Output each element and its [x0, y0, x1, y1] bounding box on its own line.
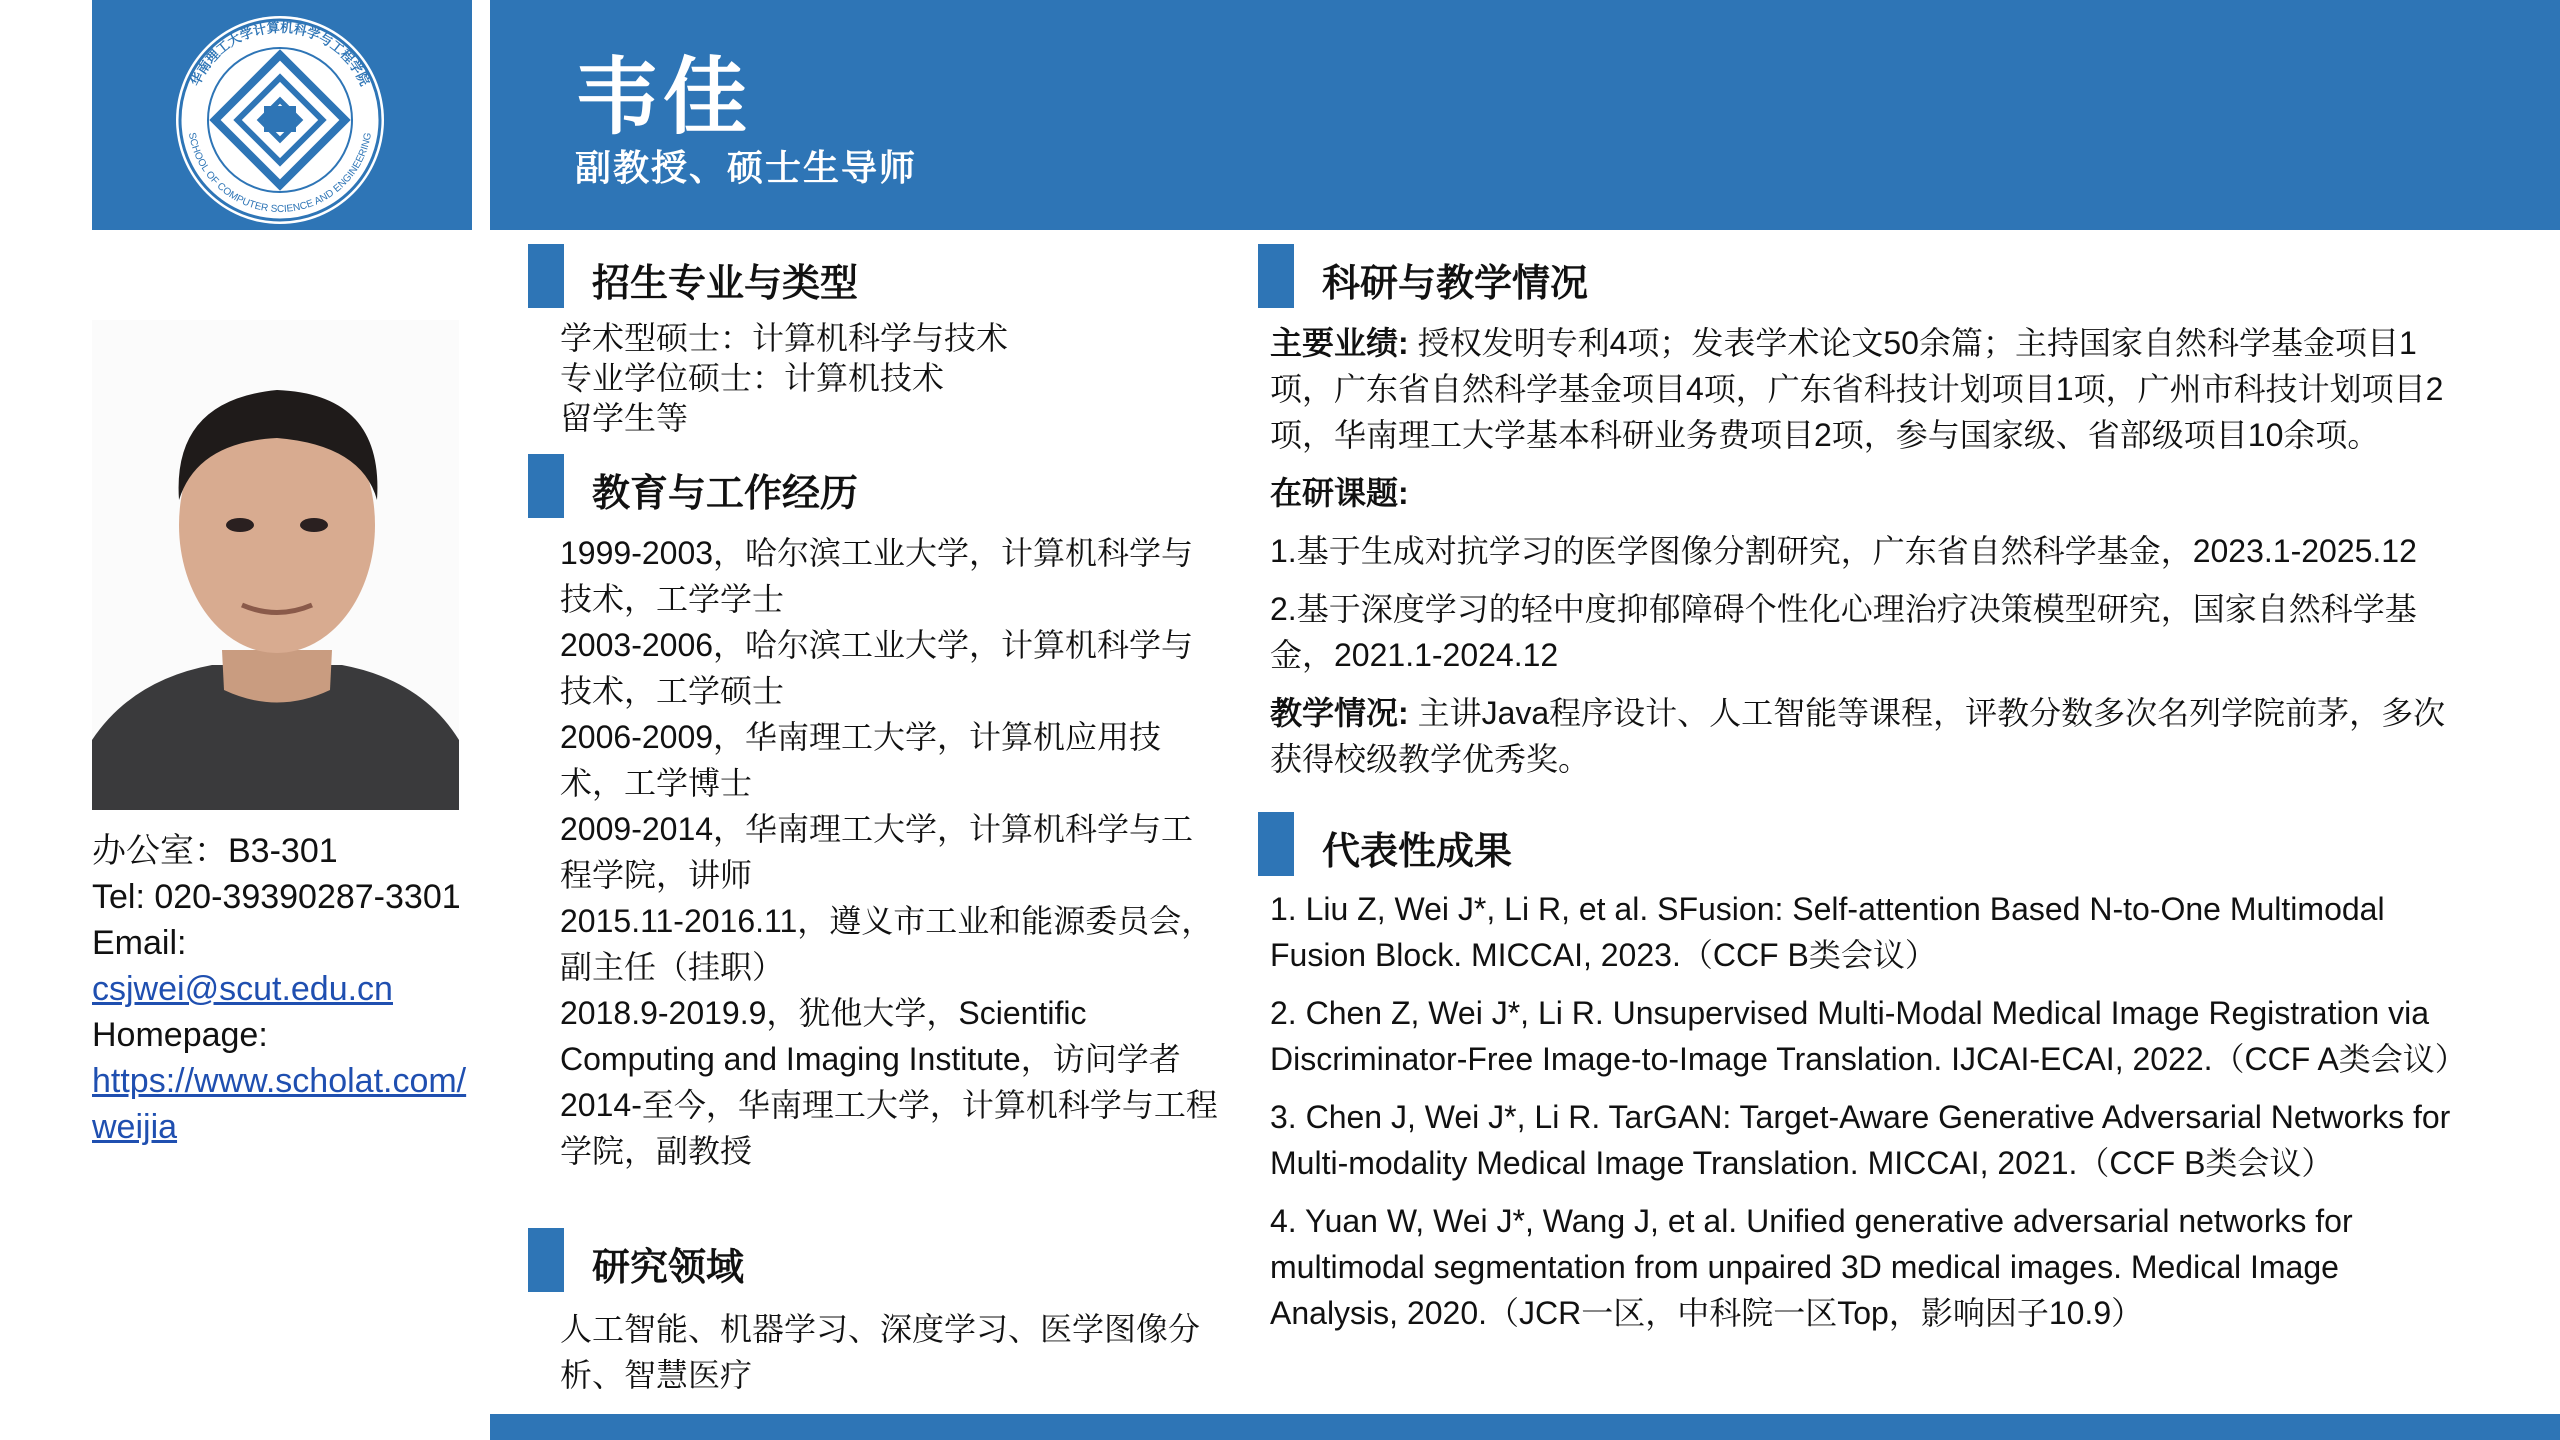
achievement-item: 1. Liu Z, Wei J*, Li R, et al. SFusion: Self-attention Based N-to-One Multimodal Fusion Block. MICCAI, 2023.（CCF B类会议）	[1270, 891, 2385, 973]
education-item: 1999-2003，哈尔滨工业大学，计算机科学与技术，工学学士	[560, 535, 1194, 617]
education-item: 2003-2006，哈尔滨工业大学，计算机科学与技术，工学硕士	[560, 627, 1194, 709]
main-achievements	[1270, 320, 2470, 458]
enrollment-item: 专业学位硕士：计算机技术	[560, 360, 945, 396]
education-item: 2009-2014，华南理工大学，计算机科学与工程学院，讲师	[560, 811, 1194, 893]
email-label: Email:	[92, 924, 187, 962]
main-achievements-text: 授权发明专利4项；发表学术论文50余篇；主持国家自然科学基金项目1项，广东省自然科学基金项目4项，广东省科技计划项目1项，广州市科技计划项目2项，华南理工大学基本科研业务费项目2项，参与国家级、省部级项目10余项。	[1270, 325, 2444, 453]
email-line	[92, 920, 492, 1012]
education-item: 2018.9-2019.9，犹他大学，Scientific Computing and Imaging Institute，访问学者	[560, 995, 1181, 1077]
ongoing-item: 2.基于深度学习的轻中度抑郁障碍个性化心理治疗决策模型研究，国家自然科学基金，2021.1-2024.12	[1270, 591, 2417, 673]
contact-info	[92, 828, 492, 1150]
person-title: 副教授、硕士生导师	[575, 147, 918, 188]
teaching-info	[1270, 690, 2470, 782]
homepage-label: Homepage:	[92, 1016, 268, 1054]
logo-outer-text: SCHOOL OF COMPUTER SCIENCE AND ENGINEERING	[185, 131, 375, 216]
education-item: 2015.11-2016.11，遵义市工业和能源委员会，副主任（挂职）	[560, 903, 1214, 985]
teaching-label: 教学情况:	[1270, 695, 1418, 731]
ongoing-label: 在研课题:	[1270, 475, 1409, 511]
office-text: 办公室：B3-301	[92, 832, 338, 870]
enrollment-item: 留学生等	[560, 400, 689, 436]
person-name: 韦佳	[575, 50, 752, 144]
achievement-item: 3. Chen J, Wei J*, Li R. TarGAN: Target-Aware Generative Adversarial Networks for Multi-modality Medical Image Translation. MICCAI, 2021.（CCF B类会议）	[1270, 1099, 2451, 1181]
teaching-text: 主讲Java程序设计、人工智能等课程，评教分数多次名列学院前茅，多次获得校级教学优秀奖。	[1270, 695, 2446, 777]
ongoing-item: 1.基于生成对抗学习的医学图像分割研究，广东省自然科学基金，2023.1-2025.12	[1270, 533, 2417, 569]
research-teaching-body	[1270, 320, 2470, 794]
education-list	[560, 530, 1220, 1174]
portrait-photo	[92, 320, 459, 810]
logo-inner-text: 华南理工大学计算机科学与工程学院	[187, 19, 373, 89]
education-item: 2006-2009，华南理工大学，计算机应用技术，工学博士	[560, 719, 1162, 801]
logo-panel	[92, 0, 472, 230]
enrollment-item: 学术型硕士：计算机科学与技术	[560, 320, 1009, 356]
achievement-item: 4. Yuan W, Wei J*, Wang J, et al. Unified generative adversarial networks for multimodal segmentation from unpaired 3D medical images. Medical Image Analysis, 2020.（JCR一区，中科院一区Top，影响因子10.9）	[1270, 1203, 2353, 1331]
achievement-item: 2. Chen Z, Wei J*, Li R. Unsupervised Multi-Modal Medical Image Registration via Discriminator-Free Image-to-Image Translation. IJCAI-ECAI, 2022.（CCF A类会议）	[1270, 995, 2467, 1077]
research-area-text: 人工智能、机器学习、深度学习、医学图像分析、智慧医疗	[560, 1311, 1201, 1393]
school-logo	[92, 0, 472, 230]
tel-text: Tel: 020-39390287-3301	[92, 878, 461, 916]
homepage-link-line1[interactable]: https://www.scholat.com/	[92, 1062, 467, 1100]
main-achievements-label: 主要业绩:	[1270, 325, 1418, 361]
enrollment-list	[560, 318, 1220, 438]
achievements-list	[1270, 886, 2470, 1348]
footer-bar	[490, 1414, 2560, 1440]
homepage-link-line2[interactable]: weijia	[92, 1108, 178, 1146]
education-item: 2014-至今，华南理工大学，计算机科学与工程学院，副教授	[560, 1087, 1218, 1169]
header-bar	[490, 0, 2560, 230]
email-link[interactable]: csjwei@scut.edu.cn	[92, 970, 393, 1008]
portrait-illustration	[92, 320, 459, 810]
